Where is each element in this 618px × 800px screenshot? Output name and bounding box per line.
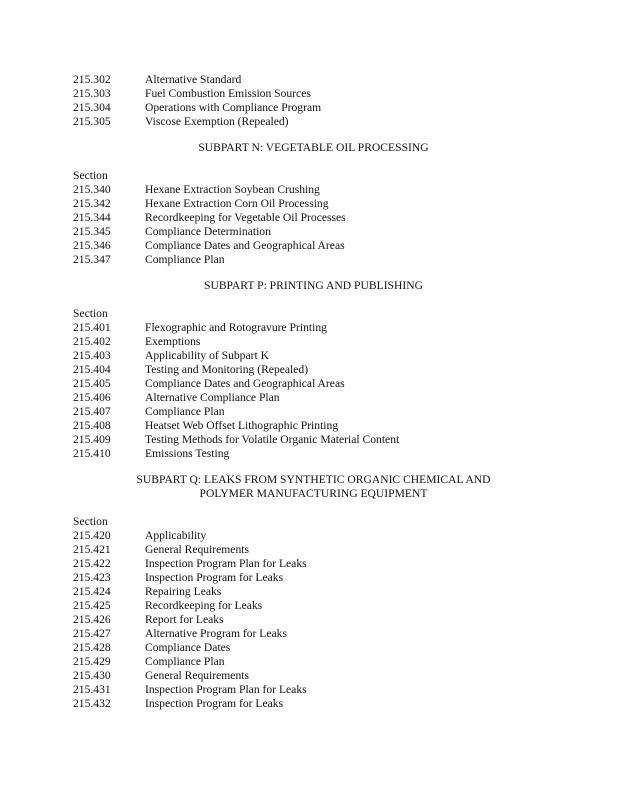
section-number: 215.407 — [73, 405, 111, 418]
section-number: 215.342 — [73, 197, 111, 210]
section-row — [0, 655, 618, 669]
spacer — [0, 501, 618, 515]
section-row — [0, 585, 618, 599]
section-title: Emissions Testing — [145, 447, 230, 460]
section-row — [0, 377, 618, 391]
section-title: Compliance Plan — [145, 253, 225, 266]
section-number: 215.421 — [73, 543, 111, 556]
section-title: General Requirements — [145, 543, 249, 556]
section-title: Inspection Program Plan for Leaks — [145, 683, 307, 696]
section-title: Compliance Determination — [145, 225, 271, 238]
section-row — [0, 115, 618, 129]
section-number: 215.408 — [73, 419, 111, 432]
section-row — [0, 529, 618, 543]
section-number: 215.426 — [73, 613, 111, 626]
section-row — [0, 543, 618, 557]
subpart-p-heading: SUBPART P: PRINTING AND PUBLISHING — [204, 279, 423, 292]
section-row — [0, 363, 618, 377]
section-title: Flexographic and Rotogravure Printing — [145, 321, 327, 334]
section-title: Applicability of Subpart K — [145, 349, 269, 362]
section-row — [0, 87, 618, 101]
section-row — [0, 557, 618, 571]
section-title: Heatset Web Offset Lithographic Printing — [145, 419, 339, 432]
section-row — [0, 73, 618, 87]
section-number: 215.304 — [73, 101, 111, 114]
section-row — [0, 197, 618, 211]
section-label — [0, 515, 618, 529]
section-number: 215.303 — [73, 87, 111, 100]
section-title: Compliance Dates — [145, 641, 231, 654]
section-number: 215.344 — [73, 211, 111, 224]
section-title: Recordkeeping for Vegetable Oil Processes — [145, 211, 346, 224]
spacer — [0, 293, 618, 307]
section-row — [0, 419, 618, 433]
section-row — [0, 683, 618, 697]
section-row — [0, 225, 618, 239]
section-row — [0, 669, 618, 683]
section-number: 215.420 — [73, 529, 111, 542]
section-title: Inspection Program for Leaks — [145, 571, 284, 584]
section-number: 215.432 — [73, 697, 111, 710]
subpart-p-section-list — [0, 321, 618, 461]
section-title: Compliance Dates and Geographical Areas — [145, 377, 345, 390]
section-number: 215.406 — [73, 391, 111, 404]
section-row — [0, 447, 618, 461]
section-number: 215.425 — [73, 599, 111, 612]
section-title: Alternative Program for Leaks — [145, 627, 287, 640]
section-title: Compliance Dates and Geographical Areas — [145, 239, 345, 252]
section-row — [0, 211, 618, 225]
section-title: Compliance Plan — [145, 405, 225, 418]
section-number: 215.404 — [73, 363, 111, 376]
section-row — [0, 253, 618, 267]
section-title: Hexane Extraction Corn Oil Processing — [145, 197, 329, 210]
section-number: 215.430 — [73, 669, 111, 682]
section-title: Viscose Exemption (Repealed) — [145, 115, 289, 128]
section-number: 215.427 — [73, 627, 111, 640]
section-number: 215.345 — [73, 225, 111, 238]
section-number: 215.403 — [73, 349, 111, 362]
section-number: 215.347 — [73, 253, 111, 266]
section-row — [0, 613, 618, 627]
intro-section-list — [0, 73, 618, 129]
section-row — [0, 321, 618, 335]
section-label-text: Section — [73, 169, 108, 182]
section-title: Repairing Leaks — [145, 585, 222, 598]
section-title: Hexane Extraction Soybean Crushing — [145, 183, 320, 196]
section-row — [0, 391, 618, 405]
section-title: Compliance Plan — [145, 655, 225, 668]
section-number: 215.428 — [73, 641, 111, 654]
section-row — [0, 183, 618, 197]
section-label-text: Section — [73, 307, 108, 320]
section-row — [0, 405, 618, 419]
section-row — [0, 335, 618, 349]
section-row — [0, 697, 618, 711]
spacer — [0, 129, 618, 141]
section-number: 215.405 — [73, 377, 111, 390]
section-number: 215.305 — [73, 115, 111, 128]
section-number: 215.410 — [73, 447, 111, 460]
section-number: 215.429 — [73, 655, 111, 668]
section-title: General Requirements — [145, 669, 249, 682]
section-number: 215.402 — [73, 335, 111, 348]
section-row — [0, 641, 618, 655]
subpart-q-section-list — [0, 529, 618, 711]
spacer — [0, 267, 618, 279]
section-title: Testing Methods for Volatile Organic Material Content — [145, 433, 400, 446]
section-title: Exemptions — [145, 335, 201, 348]
section-label — [0, 169, 618, 183]
section-title: Alternative Compliance Plan — [145, 391, 280, 404]
section-number: 215.424 — [73, 585, 111, 598]
section-title: Fuel Combustion Emission Sources — [145, 87, 311, 100]
section-number: 215.409 — [73, 433, 111, 446]
section-title: Testing and Monitoring (Repealed) — [145, 363, 309, 376]
subpart-n-section-list — [0, 183, 618, 267]
spacer — [0, 461, 618, 473]
section-row — [0, 349, 618, 363]
section-row — [0, 599, 618, 613]
section-number: 215.422 — [73, 557, 111, 570]
section-number: 215.423 — [73, 571, 111, 584]
section-title: Inspection Program Plan for Leaks — [145, 557, 307, 570]
section-row — [0, 571, 618, 585]
subpart-n-heading: SUBPART N: VEGETABLE OIL PROCESSING — [198, 141, 429, 154]
section-title: Applicability — [145, 529, 207, 542]
subpart-q-heading-line-2: POLYMER MANUFACTURING EQUIPMENT — [199, 487, 428, 500]
section-title: Inspection Program for Leaks — [145, 697, 284, 710]
section-number: 215.302 — [73, 73, 111, 86]
section-title: Report for Leaks — [145, 613, 224, 626]
section-row — [0, 627, 618, 641]
section-label — [0, 307, 618, 321]
section-number: 215.340 — [73, 183, 111, 196]
document-page — [0, 73, 618, 711]
section-row — [0, 433, 618, 447]
section-title: Operations with Compliance Program — [145, 101, 322, 114]
section-label-text: Section — [73, 515, 108, 528]
section-number: 215.431 — [73, 683, 111, 696]
spacer — [0, 155, 618, 169]
section-number: 215.401 — [73, 321, 111, 334]
section-row — [0, 239, 618, 253]
subpart-q-heading-line-1: SUBPART Q: LEAKS FROM SYNTHETIC ORGANIC CHEMICAL AND — [136, 473, 491, 486]
section-title: Alternative Standard — [145, 73, 242, 86]
section-number: 215.346 — [73, 239, 111, 252]
section-title: Recordkeeping for Leaks — [145, 599, 263, 612]
section-row — [0, 101, 618, 115]
